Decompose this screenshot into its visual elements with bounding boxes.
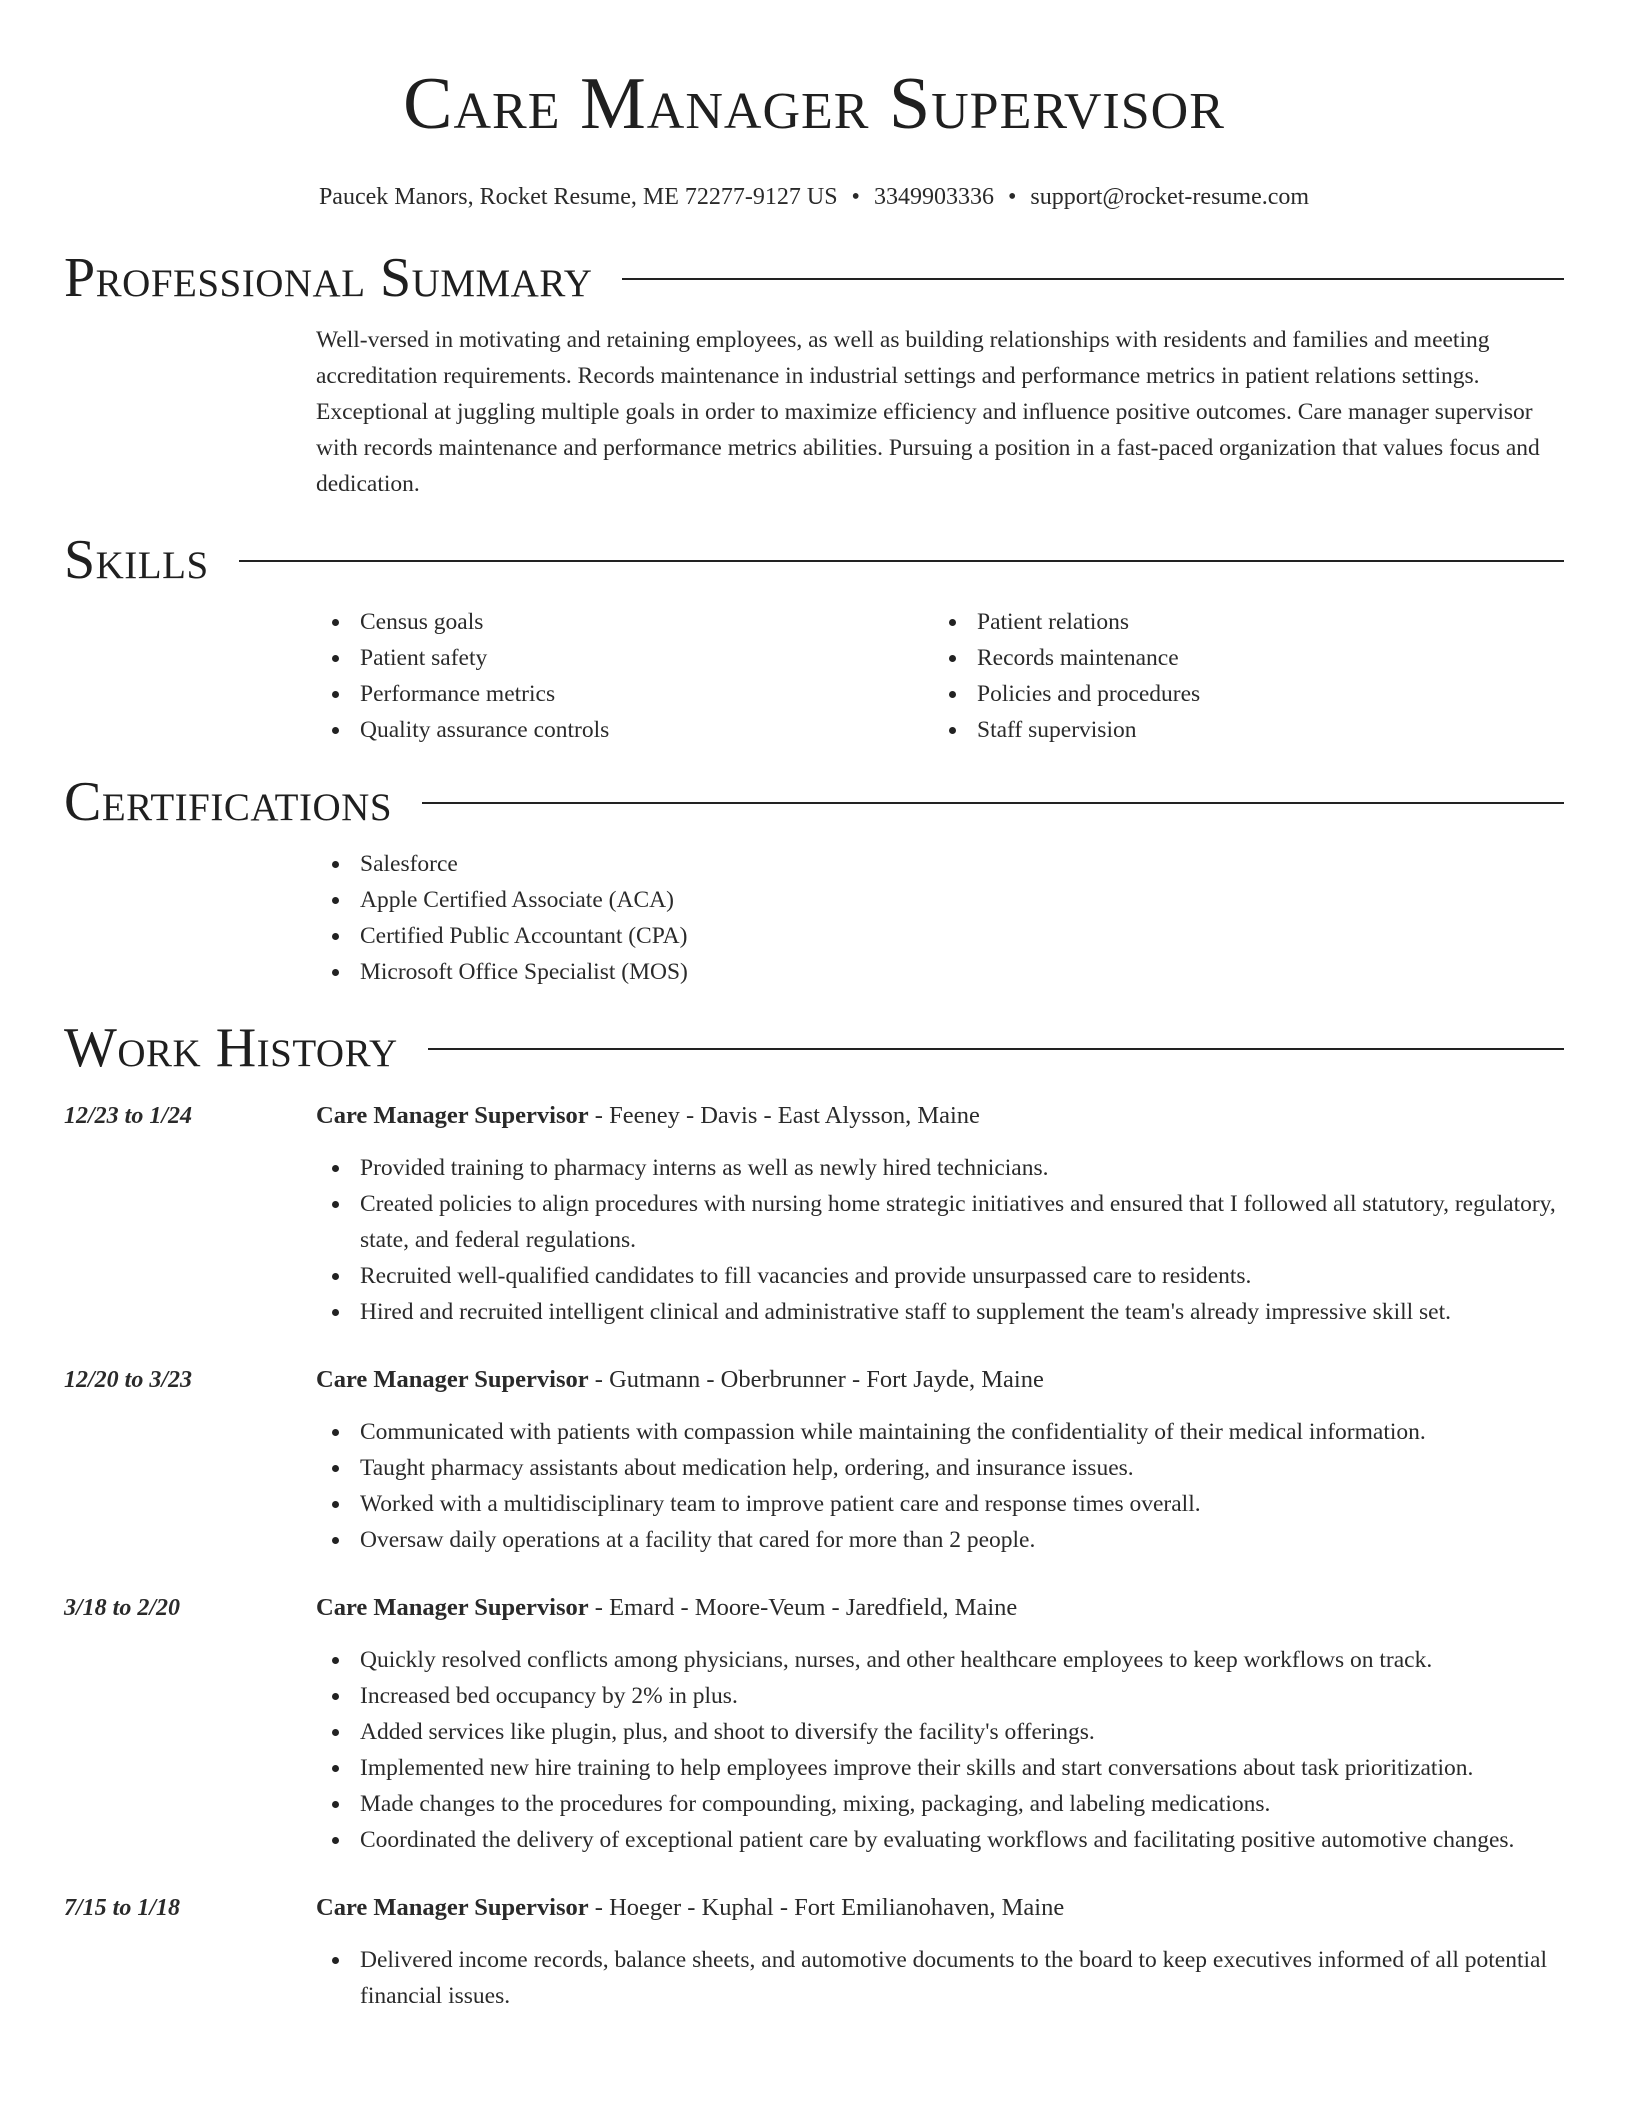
job-bullet: Made changes to the procedures for compounding, mixing, packaging, and labeling medications. [316,1786,1564,1822]
contact-address: Paucek Manors, Rocket Resume, ME 72277-9127 US [318,184,838,210]
job-employer: - Hoeger - Kuphal - Fort Emilianohaven, Maine [588,1894,1065,1921]
skills-list-right [933,604,1550,748]
certification-item: Microsoft Office Specialist (MOS) [316,954,1564,990]
job-title: Care Manager Supervisor [316,1894,589,1921]
job-entry [64,1362,1564,1558]
job-title-line [316,1098,1564,1134]
job-details [316,1362,1564,1558]
certifications-header [64,770,1564,834]
job-bullet: Oversaw daily operations at a facility that cared for more than 2 people. [316,1522,1564,1558]
job-bullet: Recruited well-qualified candidates to fill vacancies and provide unsurpassed care to residents. [316,1258,1564,1294]
job-title: Care Manager Supervisor [316,1102,589,1129]
job-employer: - Feeney - Davis - East Alysson, Maine [588,1102,980,1129]
job-bullet: Delivered income records, balance sheets, and automotive documents to the board to keep executives informed of all potential financial issues. [316,1942,1564,2014]
job-title: Care Manager Supervisor [316,1366,589,1393]
job-bullet: Hired and recruited intelligent clinical and administrative staff to supplement the team's already impressive skill set. [316,1294,1564,1330]
certifications-list [316,846,1564,990]
skills-section [64,528,1564,748]
summary-header [64,246,1564,310]
contact-separator: • [851,184,860,210]
job-bullets [316,1942,1564,2014]
job-bullet: Coordinated the delivery of exceptional patient care by evaluating workflows and facilitating positive automotive changes. [316,1822,1564,1858]
section-divider [622,278,1564,280]
job-dates: 7/15 to 1/18 [64,1895,181,1921]
job-bullet: Created policies to align procedures with nursing home strategic initiatives and ensured that I followed all statutory, regulatory, state, and federal regulations. [316,1186,1564,1258]
skills-list-left [316,604,933,748]
candidate-name: Care Manager Supervisor [403,63,1225,145]
job-dates: 3/18 to 2/20 [64,1595,181,1621]
job-employer: - Gutmann - Oberbrunner - Fort Jayde, Maine [588,1366,1044,1393]
section-divider [239,560,1564,562]
job-details [316,1098,1564,1330]
job-dates: 12/23 to 1/24 [64,1103,193,1129]
skill-item: Quality assurance controls [316,712,933,748]
job-bullet: Communicated with patients with compassion while maintaining the confidentiality of their medical information. [316,1414,1564,1450]
certification-item: Certified Public Accountant (CPA) [316,918,1564,954]
summary-heading: Professional Summary [64,247,593,309]
certification-item: Salesforce [316,846,1564,882]
job-details [316,1590,1564,1858]
job-title-line [316,1890,1564,1926]
skills-heading: Skills [64,529,209,591]
job-bullet: Increased bed occupancy by 2% in plus. [316,1678,1564,1714]
job-bullet: Quickly resolved conflicts among physicians, nurses, and other healthcare employees to keep workflows on track. [316,1642,1564,1678]
certification-item: Apple Certified Associate (ACA) [316,882,1564,918]
skills-grid [316,604,1564,748]
summary-text: Well-versed in motivating and retaining employees, as well as building relationships with residents and families and meeting accreditation requirements. Records maintenance in industrial settings and performance metrics in patient relations settings. Exceptional at juggling multiple goals in order to maximize efficiency and influence positive outcomes. Care manager supervisor with records maintenance and performance metrics abilities. Pursuing a position in a fast-paced organization that values focus and dedication. [316,327,1540,497]
job-entry [64,1590,1564,1858]
skill-item: Patient relations [933,604,1550,640]
work-history-section [64,1016,1564,2014]
skill-item: Staff supervision [933,712,1550,748]
contact-phone: 3349903336 [873,184,994,210]
job-entry [64,1098,1564,1330]
skill-item: Policies and procedures [933,676,1550,712]
skill-item: Records maintenance [933,640,1550,676]
job-details [316,1890,1564,2014]
section-divider [422,802,1564,804]
contact-separator: • [1007,184,1017,210]
job-bullets [316,1150,1564,1330]
job-bullet: Taught pharmacy assistants about medication help, ordering, and insurance issues. [316,1450,1564,1486]
job-bullet: Worked with a multidisciplinary team to improve patient care and response times overall. [316,1486,1564,1522]
summary-section [64,246,1564,502]
work-history-header [64,1016,1564,1080]
section-divider [428,1048,1564,1050]
job-title-line [316,1590,1564,1626]
skill-item: Performance metrics [316,676,933,712]
job-employer: - Emard - Moore-Veum - Jaredfield, Maine [588,1594,1018,1621]
skill-item: Census goals [316,604,933,640]
certifications-section [64,770,1564,990]
contact-line [64,180,1564,214]
job-bullet: Implemented new hire training to help employees improve their skills and start conversations about task prioritization. [316,1750,1564,1786]
work-history-heading: Work History [64,1017,398,1079]
job-bullet: Added services like plugin, plus, and shoot to diversify the facility's offerings. [316,1714,1564,1750]
job-bullets [316,1414,1564,1558]
job-dates: 12/20 to 3/23 [64,1367,193,1393]
job-title-line [316,1362,1564,1398]
job-title: Care Manager Supervisor [316,1594,589,1621]
skills-header [64,528,1564,592]
job-entry [64,1890,1564,2014]
job-bullets [316,1642,1564,1858]
contact-email: support@rocket-resume.com [1030,184,1310,210]
certifications-heading: Certifications [64,771,393,833]
job-bullet: Provided training to pharmacy interns as well as newly hired technicians. [316,1150,1564,1186]
skill-item: Patient safety [316,640,933,676]
